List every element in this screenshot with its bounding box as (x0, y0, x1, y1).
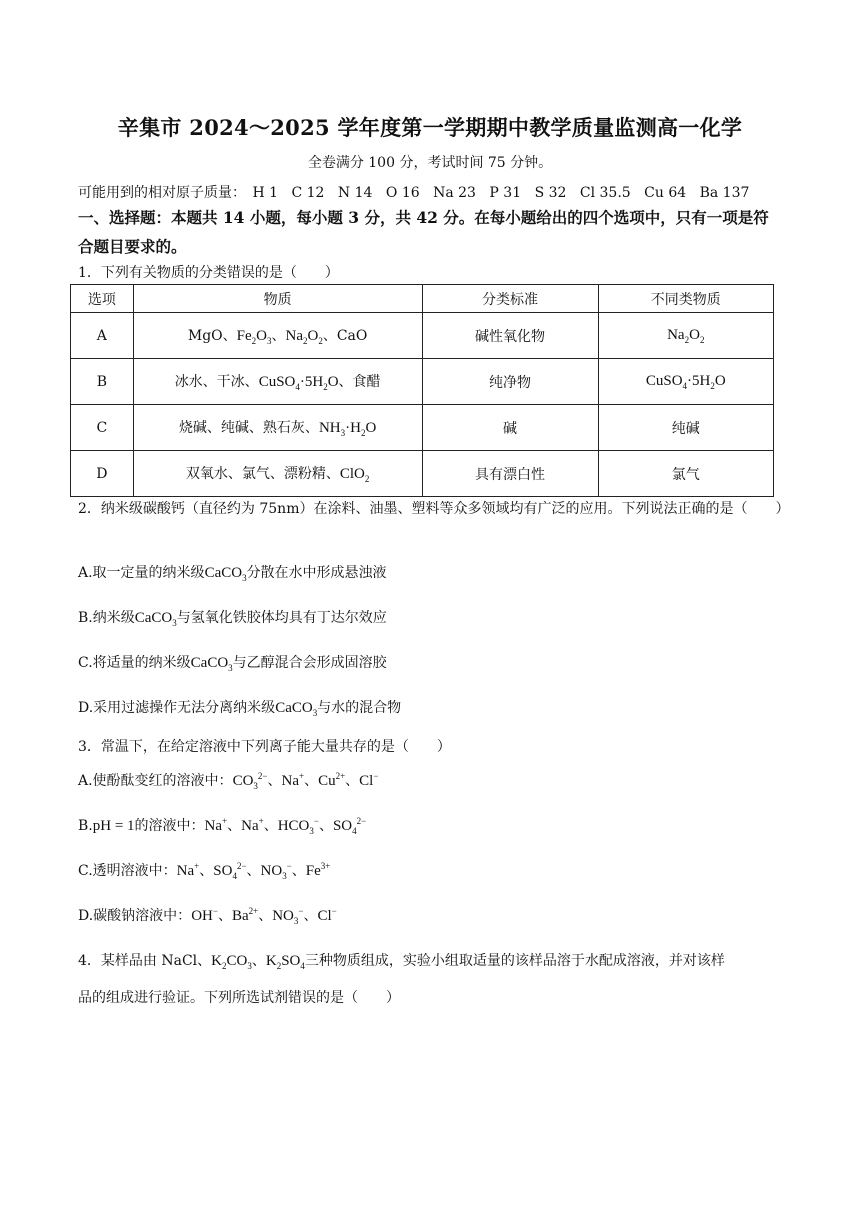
table-row (71, 313, 774, 359)
q3-option-c: C.透明溶液中：Na+、$SO_4^{2-}$、$NO_3^-$、$Fe^{3+}$ (78, 861, 331, 881)
q3-option-a: A.使酚酞变红的溶液中：$CO_3^{2-}$、Na+、$Cu^{2+}$、Cl− (78, 771, 379, 791)
row-substances: MgO、$Fe_2O_3$、$Na_2O_2$、CaO (133, 313, 422, 359)
row-substances: 双氧水、氯气、漂粉精、ClO$_2$ (133, 451, 422, 497)
q2-option-a: A.取一定量的纳米级CaCO$_3$分散在水中形成悬浊液 (78, 565, 387, 583)
row-substances: 冰水、干冰、$CuSO_4\cdot 5H_2O$、食醋 (133, 359, 422, 405)
table-header: 物质 (133, 285, 422, 313)
row-option: A (71, 313, 134, 359)
atomic-masses-label: 可能用到的相对原子质量： (78, 185, 246, 201)
mass-item: C 12 (291, 185, 325, 201)
question-4-stem-line2: 品的组成进行验证。下列所选试剂错误的是（ ） (78, 990, 400, 1006)
mass-item: Na 23 (433, 185, 476, 201)
section-heading: 一、选择题：本题共 14 小题，每小题 3 分，共 42 分。在每小题给出的四个选项中，只有一项是符合题目要求的。 (78, 208, 769, 256)
table-header: 不同类物质 (598, 285, 773, 313)
mass-item: Cu 64 (644, 185, 687, 201)
q2-option-c: C.将适量的纳米级CaCO$_3$与乙醇混合会形成固溶胶 (78, 655, 387, 673)
mass-item: Cl 35.5 (579, 185, 631, 201)
row-odd-substance: $CuSO_4\cdot 5H_2O$ (598, 359, 773, 405)
exam-title: 辛集市 2024～2025 学年度第一学期期中教学质量监测高一化学 (117, 115, 743, 140)
row-option: B (71, 359, 134, 405)
table-row (71, 451, 774, 497)
mass-item: H 1 (252, 185, 279, 201)
question-3-stem: 3．常温下，在给定溶液中下列离子能大量共存的是（ ） (78, 739, 451, 755)
table-header: 选项 (71, 285, 134, 313)
q3-option-b: B.pH = 1的溶液中：Na+、Na+、$HCO_3^-$、$SO_4^{2-}$ (78, 816, 367, 836)
row-standard: 碱 (422, 405, 598, 451)
table-header-row (71, 285, 774, 313)
mass-item: Ba 137 (699, 185, 750, 201)
question-2-stem: 2．纳米级碳酸钙（直径约为 75nm）在涂料、油墨、塑料等众多领域均有广泛的应用。下列说法正确的是（ ） (78, 501, 790, 517)
row-substances: 烧碱、纯碱、熟石灰、$NH_3\cdot H_2O$ (133, 405, 422, 451)
mass-item: S 32 (534, 185, 567, 201)
table-row (71, 359, 774, 405)
table-header: 分类标准 (422, 285, 598, 313)
classification-table (70, 284, 774, 497)
q2-option-b: B.纳米级CaCO$_3$与氢氧化铁胶体均具有丁达尔效应 (78, 610, 387, 628)
question-1-stem: 1．下列有关物质的分类错误的是（ ） (78, 265, 339, 281)
row-standard: 纯净物 (422, 359, 598, 405)
row-option: C (71, 405, 134, 451)
q2-option-d: D.采用过滤操作无法分离纳米级CaCO$_3$与水的混合物 (78, 700, 402, 718)
row-odd-substance: 氯气 (598, 451, 773, 497)
atomic-masses (78, 182, 758, 202)
row-odd-substance: 纯碱 (598, 405, 773, 451)
question-4-stem-line1: 4．某样品由 NaCl、$K_2CO_3$、$K_2SO_4$三种物质组成，实验小组取适量的该样品溶于水配成溶液，并对该样 (78, 953, 725, 971)
row-odd-substance: $Na_2O_2$ (598, 313, 773, 359)
mass-item: N 14 (337, 185, 373, 201)
row-standard: 碱性氧化物 (422, 313, 598, 359)
exam-subtitle: 全卷满分 100 分，考试时间 75 分钟。 (307, 155, 553, 171)
mass-item: P 31 (489, 185, 522, 201)
q3-option-d: D.碳酸钠溶液中：OH−、$Ba^{2+}$、$NO_3^-$、Cl− (78, 906, 337, 926)
row-option: D (71, 451, 134, 497)
row-standard: 具有漂白性 (422, 451, 598, 497)
mass-item: O 16 (385, 185, 420, 201)
table-row (71, 405, 774, 451)
